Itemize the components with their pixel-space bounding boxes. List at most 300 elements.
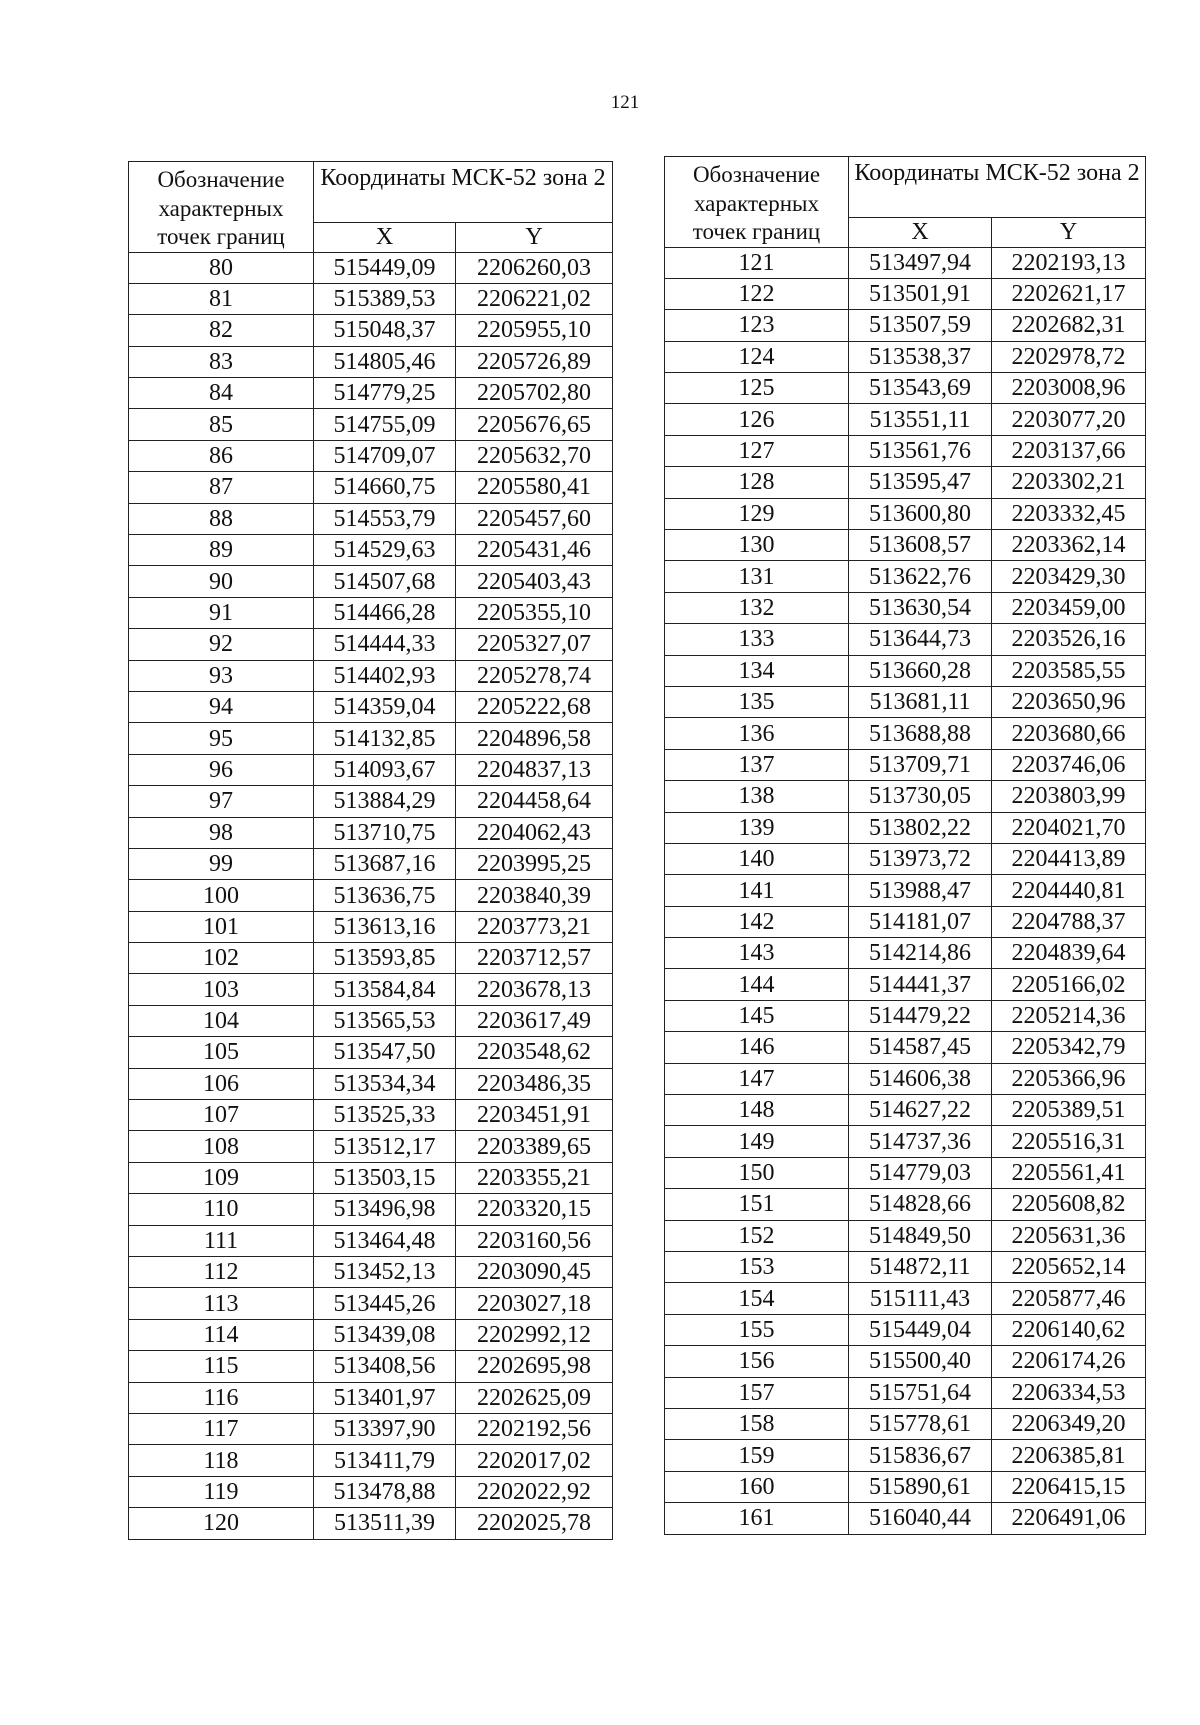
point-id-cell: 111	[129, 1225, 314, 1256]
point-id-cell: 149	[665, 1126, 849, 1157]
table-row	[129, 1100, 613, 1131]
x-coordinate-cell: 514507,68	[314, 566, 456, 597]
point-id-cell: 82	[129, 315, 314, 346]
table-row	[129, 566, 613, 597]
table-row	[665, 561, 1146, 592]
y-coordinate-cell: 2203160,56	[456, 1225, 613, 1256]
table-row	[665, 812, 1146, 843]
table-row	[129, 1445, 613, 1476]
point-id-cell: 124	[665, 341, 849, 372]
table-row	[665, 247, 1146, 278]
x-coordinate-cell: 513464,48	[314, 1225, 456, 1256]
x-coordinate-cell: 515751,64	[849, 1377, 992, 1408]
x-coordinate-cell: 513478,88	[314, 1476, 456, 1507]
table-row	[129, 1225, 613, 1256]
y-coordinate-cell: 2205457,60	[456, 503, 613, 534]
point-id-cell: 157	[665, 1377, 849, 1408]
table-row	[665, 1377, 1146, 1408]
y-coordinate-cell: 2206174,26	[992, 1346, 1146, 1377]
table-row	[129, 1005, 613, 1036]
y-coordinate-cell: 2205366,96	[992, 1063, 1146, 1094]
point-id-cell: 99	[129, 848, 314, 879]
y-coordinate-cell: 2205166,02	[992, 969, 1146, 1000]
x-coordinate-cell: 514441,37	[849, 969, 992, 1000]
table-row	[665, 1095, 1146, 1126]
point-id-cell: 119	[129, 1476, 314, 1507]
x-coordinate-cell: 514466,28	[314, 597, 456, 628]
coordinates-table-left	[128, 161, 613, 1540]
x-coordinate-cell: 513512,17	[314, 1131, 456, 1162]
x-coordinate-cell: 514587,45	[849, 1032, 992, 1063]
x-coordinate-cell: 513687,16	[314, 848, 456, 879]
point-id-cell: 103	[129, 974, 314, 1005]
point-id-cell: 125	[665, 373, 849, 404]
y-coordinate-cell: 2202017,02	[456, 1445, 613, 1476]
table-row	[129, 1508, 613, 1539]
x-coordinate-cell: 513636,75	[314, 880, 456, 911]
point-id-cell: 127	[665, 435, 849, 466]
point-id-cell: 155	[665, 1314, 849, 1345]
y-coordinate-cell: 2204788,37	[992, 906, 1146, 937]
table-row	[129, 1037, 613, 1068]
y-coordinate-cell: 2203585,55	[992, 655, 1146, 686]
y-coordinate-cell: 2205631,36	[992, 1220, 1146, 1251]
x-coordinate-cell: 514872,11	[849, 1252, 992, 1283]
x-coordinate-cell: 513688,88	[849, 718, 992, 749]
point-id-cell: 122	[665, 278, 849, 309]
page-number: 121	[610, 92, 640, 113]
y-coordinate-cell: 2206491,06	[992, 1503, 1146, 1534]
point-id-cell: 136	[665, 718, 849, 749]
point-id-cell: 87	[129, 472, 314, 503]
table-row	[129, 252, 613, 283]
x-coordinate-cell: 513565,53	[314, 1005, 456, 1036]
table-row	[665, 278, 1146, 309]
x-coordinate-cell: 514606,38	[849, 1063, 992, 1094]
table-row	[129, 629, 613, 660]
point-id-cell: 148	[665, 1095, 849, 1126]
table-row	[129, 848, 613, 879]
x-coordinate-cell: 513730,05	[849, 781, 992, 812]
point-id-cell: 138	[665, 781, 849, 812]
y-coordinate-cell: 2206385,81	[992, 1440, 1146, 1471]
x-coordinate-cell: 513709,71	[849, 749, 992, 780]
y-coordinate-cell: 2205955,10	[456, 315, 613, 346]
point-id-cell: 116	[129, 1382, 314, 1413]
table-row	[129, 535, 613, 566]
x-coordinate-cell: 514181,07	[849, 906, 992, 937]
point-id-cell: 143	[665, 938, 849, 969]
table-row	[665, 467, 1146, 498]
point-id-cell: 91	[129, 597, 314, 628]
x-coordinate-cell: 514755,09	[314, 409, 456, 440]
table-row	[665, 1346, 1146, 1377]
point-id-cell: 92	[129, 629, 314, 660]
table-row	[665, 718, 1146, 749]
y-coordinate-cell: 2205327,07	[456, 629, 613, 660]
y-coordinate-cell: 2203548,62	[456, 1037, 613, 1068]
point-id-cell: 101	[129, 911, 314, 942]
x-coordinate-cell: 514093,67	[314, 754, 456, 785]
table-row	[129, 660, 613, 691]
x-coordinate-cell: 513551,11	[849, 404, 992, 435]
x-coordinate-cell: 513644,73	[849, 624, 992, 655]
coordinates-group-header: Координаты МСК-52 зона 2	[849, 157, 1146, 218]
x-coordinate-cell: 513884,29	[314, 786, 456, 817]
y-coordinate-cell: 2202025,78	[456, 1508, 613, 1539]
point-id-cell: 159	[665, 1440, 849, 1471]
table-body-right	[665, 247, 1146, 1534]
x-coordinate-cell: 514828,66	[849, 1189, 992, 1220]
y-coordinate-cell: 2203617,49	[456, 1005, 613, 1036]
x-coordinate-cell: 513988,47	[849, 875, 992, 906]
x-coordinate-cell: 514402,93	[314, 660, 456, 691]
x-coordinate-cell: 513401,97	[314, 1382, 456, 1413]
x-coordinate-cell: 514132,85	[314, 723, 456, 754]
y-coordinate-cell: 2206140,62	[992, 1314, 1146, 1345]
y-coordinate-cell: 2205676,65	[456, 409, 613, 440]
point-id-cell: 102	[129, 943, 314, 974]
point-id-cell: 145	[665, 1000, 849, 1031]
table-row	[665, 1283, 1146, 1314]
table-row	[665, 1032, 1146, 1063]
point-id-cell: 114	[129, 1319, 314, 1350]
y-coordinate-cell: 2205342,79	[992, 1032, 1146, 1063]
x-coordinate-cell: 513608,57	[849, 530, 992, 561]
y-coordinate-cell: 2203302,21	[992, 467, 1146, 498]
table-row	[129, 880, 613, 911]
point-id-cell: 118	[129, 1445, 314, 1476]
y-coordinate-cell: 2202193,13	[992, 247, 1146, 278]
y-coordinate-cell: 2204413,89	[992, 843, 1146, 874]
table-row	[129, 754, 613, 785]
point-id-cell: 105	[129, 1037, 314, 1068]
table-row	[665, 1252, 1146, 1283]
point-id-cell: 133	[665, 624, 849, 655]
table-row	[129, 1162, 613, 1193]
x-coordinate-cell: 513439,08	[314, 1319, 456, 1350]
x-coordinate-cell: 514529,63	[314, 535, 456, 566]
point-id-cell: 89	[129, 535, 314, 566]
point-id-cell: 94	[129, 691, 314, 722]
point-id-cell: 110	[129, 1194, 314, 1225]
y-coordinate-cell: 2203678,13	[456, 974, 613, 1005]
table-row	[665, 624, 1146, 655]
point-id-cell: 156	[665, 1346, 849, 1377]
table-row	[665, 1408, 1146, 1439]
table-row	[129, 786, 613, 817]
y-coordinate-cell: 2203773,21	[456, 911, 613, 942]
point-id-cell: 137	[665, 749, 849, 780]
y-coordinate-cell: 2203027,18	[456, 1288, 613, 1319]
table-row	[129, 283, 613, 314]
x-coordinate-cell: 513445,26	[314, 1288, 456, 1319]
point-id-cell: 135	[665, 686, 849, 717]
point-id-cell: 142	[665, 906, 849, 937]
point-id-cell: 123	[665, 310, 849, 341]
x-coordinate-cell: 514627,22	[849, 1095, 992, 1126]
y-coordinate-cell: 2205516,31	[992, 1126, 1146, 1157]
table-row	[129, 1382, 613, 1413]
y-column-header: Y	[456, 223, 613, 252]
point-id-cell: 106	[129, 1068, 314, 1099]
x-coordinate-cell: 513681,11	[849, 686, 992, 717]
x-coordinate-cell: 514660,75	[314, 472, 456, 503]
x-coordinate-cell: 513622,76	[849, 561, 992, 592]
table-row	[129, 817, 613, 848]
x-coordinate-cell: 513973,72	[849, 843, 992, 874]
table-row	[665, 781, 1146, 812]
y-coordinate-cell: 2205561,41	[992, 1157, 1146, 1188]
table-body-left	[129, 252, 613, 1539]
table-row	[129, 691, 613, 722]
y-coordinate-cell: 2203746,06	[992, 749, 1146, 780]
table-row	[129, 378, 613, 409]
x-coordinate-cell: 513525,33	[314, 1100, 456, 1131]
point-id-cell: 88	[129, 503, 314, 534]
y-coordinate-cell: 2203077,20	[992, 404, 1146, 435]
point-id-cell: 104	[129, 1005, 314, 1036]
x-coordinate-cell: 515111,43	[849, 1283, 992, 1314]
point-id-cell: 85	[129, 409, 314, 440]
point-id-cell: 151	[665, 1189, 849, 1220]
y-coordinate-cell: 2203650,96	[992, 686, 1146, 717]
point-id-cell: 161	[665, 1503, 849, 1534]
y-coordinate-cell: 2203486,35	[456, 1068, 613, 1099]
table-row	[665, 1503, 1146, 1534]
x-coordinate-cell: 513600,80	[849, 498, 992, 529]
table-row	[129, 974, 613, 1005]
y-coordinate-cell: 2203355,21	[456, 1162, 613, 1193]
x-coordinate-cell: 515449,04	[849, 1314, 992, 1345]
x-coordinate-cell: 514214,86	[849, 938, 992, 969]
y-coordinate-cell: 2204896,58	[456, 723, 613, 754]
table-row	[665, 373, 1146, 404]
point-id-cell: 109	[129, 1162, 314, 1193]
y-coordinate-cell: 2205431,46	[456, 535, 613, 566]
y-column-header: Y	[992, 218, 1146, 247]
x-coordinate-cell: 515836,67	[849, 1440, 992, 1471]
y-coordinate-cell: 2204440,81	[992, 875, 1146, 906]
point-id-cell: 141	[665, 875, 849, 906]
point-id-cell: 90	[129, 566, 314, 597]
point-id-cell: 81	[129, 283, 314, 314]
y-coordinate-cell: 2204839,64	[992, 938, 1146, 969]
point-id-cell: 84	[129, 378, 314, 409]
table-row	[665, 592, 1146, 623]
x-coordinate-cell: 513802,22	[849, 812, 992, 843]
point-id-cell: 120	[129, 1508, 314, 1539]
y-coordinate-cell: 2202022,92	[456, 1476, 613, 1507]
y-coordinate-cell: 2206221,02	[456, 283, 613, 314]
table-row	[665, 498, 1146, 529]
table-row	[129, 723, 613, 754]
y-coordinate-cell: 2204062,43	[456, 817, 613, 848]
table-row	[129, 1257, 613, 1288]
y-coordinate-cell: 2203840,39	[456, 880, 613, 911]
y-coordinate-cell: 2203137,66	[992, 435, 1146, 466]
y-coordinate-cell: 2203008,96	[992, 373, 1146, 404]
point-id-cell: 107	[129, 1100, 314, 1131]
table-row	[665, 1000, 1146, 1031]
x-coordinate-cell: 515500,40	[849, 1346, 992, 1377]
point-id-cell: 83	[129, 346, 314, 377]
x-coordinate-cell: 513503,15	[314, 1162, 456, 1193]
table-row	[665, 1063, 1146, 1094]
x-column-header: X	[849, 218, 992, 247]
point-id-cell: 150	[665, 1157, 849, 1188]
x-coordinate-cell: 513630,54	[849, 592, 992, 623]
table-row	[129, 315, 613, 346]
y-coordinate-cell: 2206334,53	[992, 1377, 1146, 1408]
x-coordinate-cell: 513452,13	[314, 1257, 456, 1288]
table-row	[129, 409, 613, 440]
table-row	[129, 1131, 613, 1162]
y-coordinate-cell: 2205214,36	[992, 1000, 1146, 1031]
point-id-cell: 115	[129, 1351, 314, 1382]
y-coordinate-cell: 2203803,99	[992, 781, 1146, 812]
y-coordinate-cell: 2203090,45	[456, 1257, 613, 1288]
y-coordinate-cell: 2202192,56	[456, 1413, 613, 1444]
y-coordinate-cell: 2206349,20	[992, 1408, 1146, 1439]
y-coordinate-cell: 2202978,72	[992, 341, 1146, 372]
table-row	[129, 1351, 613, 1382]
x-coordinate-cell: 516040,44	[849, 1503, 992, 1534]
point-id-cell: 113	[129, 1288, 314, 1319]
x-coordinate-cell: 513547,50	[314, 1037, 456, 1068]
point-id-cell: 144	[665, 969, 849, 1000]
y-coordinate-cell: 2205222,68	[456, 691, 613, 722]
table-row	[665, 310, 1146, 341]
x-coordinate-cell: 513507,59	[849, 310, 992, 341]
y-coordinate-cell: 2202695,98	[456, 1351, 613, 1382]
x-coordinate-cell: 515778,61	[849, 1408, 992, 1439]
table-row	[665, 1471, 1146, 1502]
x-coordinate-cell: 514444,33	[314, 629, 456, 660]
point-id-cell: 134	[665, 655, 849, 686]
point-id-cell: 153	[665, 1252, 849, 1283]
table-row	[665, 655, 1146, 686]
point-id-cell: 86	[129, 440, 314, 471]
table-row	[665, 875, 1146, 906]
table-row	[665, 938, 1146, 969]
point-id-cell: 152	[665, 1220, 849, 1251]
y-coordinate-cell: 2205355,10	[456, 597, 613, 628]
table-row	[129, 597, 613, 628]
x-coordinate-cell: 513534,34	[314, 1068, 456, 1099]
y-coordinate-cell: 2205389,51	[992, 1095, 1146, 1126]
point-id-cell: 112	[129, 1257, 314, 1288]
y-coordinate-cell: 2203680,66	[992, 718, 1146, 749]
table-row	[665, 1189, 1146, 1220]
x-coordinate-cell: 513710,75	[314, 817, 456, 848]
y-coordinate-cell: 2203459,00	[992, 592, 1146, 623]
y-coordinate-cell: 2203712,57	[456, 943, 613, 974]
point-id-cell: 147	[665, 1063, 849, 1094]
x-coordinate-cell: 513584,84	[314, 974, 456, 1005]
y-coordinate-cell: 2202682,31	[992, 310, 1146, 341]
table-row	[665, 906, 1146, 937]
point-id-cell: 130	[665, 530, 849, 561]
table-row	[665, 530, 1146, 561]
table-row	[665, 1157, 1146, 1188]
y-coordinate-cell: 2205702,80	[456, 378, 613, 409]
y-coordinate-cell: 2205632,70	[456, 440, 613, 471]
y-coordinate-cell: 2205877,46	[992, 1283, 1146, 1314]
y-coordinate-cell: 2205580,41	[456, 472, 613, 503]
point-id-cell: 96	[129, 754, 314, 785]
x-coordinate-cell: 513408,56	[314, 1351, 456, 1382]
point-id-cell: 97	[129, 786, 314, 817]
y-coordinate-cell: 2203362,14	[992, 530, 1146, 561]
points-column-header: Обозначение характерных точек границ	[129, 162, 314, 253]
point-id-cell: 131	[665, 561, 849, 592]
x-coordinate-cell: 513613,16	[314, 911, 456, 942]
coordinates-table-right	[664, 156, 1146, 1535]
x-coordinate-cell: 513593,85	[314, 943, 456, 974]
y-coordinate-cell: 2203526,16	[992, 624, 1146, 655]
y-coordinate-cell: 2205608,82	[992, 1189, 1146, 1220]
y-coordinate-cell: 2203332,45	[992, 498, 1146, 529]
x-coordinate-cell: 514553,79	[314, 503, 456, 534]
table-row	[129, 911, 613, 942]
table-row	[665, 1220, 1146, 1251]
table-row	[665, 969, 1146, 1000]
table-row	[129, 1194, 613, 1225]
y-coordinate-cell: 2204458,64	[456, 786, 613, 817]
table-row	[665, 1126, 1146, 1157]
x-coordinate-cell: 513561,76	[849, 435, 992, 466]
x-coordinate-cell: 514359,04	[314, 691, 456, 722]
y-coordinate-cell: 2204837,13	[456, 754, 613, 785]
table-row	[665, 749, 1146, 780]
y-coordinate-cell: 2202625,09	[456, 1382, 613, 1413]
table-row	[129, 1476, 613, 1507]
y-coordinate-cell: 2203451,91	[456, 1100, 613, 1131]
point-id-cell: 80	[129, 252, 314, 283]
y-coordinate-cell: 2203320,15	[456, 1194, 613, 1225]
table-row	[129, 1068, 613, 1099]
table-row	[665, 435, 1146, 466]
point-id-cell: 129	[665, 498, 849, 529]
point-id-cell: 140	[665, 843, 849, 874]
point-id-cell: 158	[665, 1408, 849, 1439]
y-coordinate-cell: 2205652,14	[992, 1252, 1146, 1283]
point-id-cell: 100	[129, 880, 314, 911]
table-row	[665, 341, 1146, 372]
table-row	[129, 943, 613, 974]
x-coordinate-cell: 514779,25	[314, 378, 456, 409]
x-coordinate-cell: 515449,09	[314, 252, 456, 283]
x-coordinate-cell: 513511,39	[314, 1508, 456, 1539]
point-id-cell: 160	[665, 1471, 849, 1502]
x-coordinate-cell: 513660,28	[849, 655, 992, 686]
x-column-header: X	[314, 223, 456, 252]
y-coordinate-cell: 2203389,65	[456, 1131, 613, 1162]
x-coordinate-cell: 514709,07	[314, 440, 456, 471]
x-coordinate-cell: 513497,94	[849, 247, 992, 278]
x-coordinate-cell: 513496,98	[314, 1194, 456, 1225]
table-row	[129, 1319, 613, 1350]
x-coordinate-cell: 513595,47	[849, 467, 992, 498]
table-row	[665, 1314, 1146, 1345]
table-row	[129, 503, 613, 534]
x-coordinate-cell: 515389,53	[314, 283, 456, 314]
y-coordinate-cell: 2202992,12	[456, 1319, 613, 1350]
x-coordinate-cell: 513397,90	[314, 1413, 456, 1444]
x-coordinate-cell: 515890,61	[849, 1471, 992, 1502]
table-row	[665, 843, 1146, 874]
